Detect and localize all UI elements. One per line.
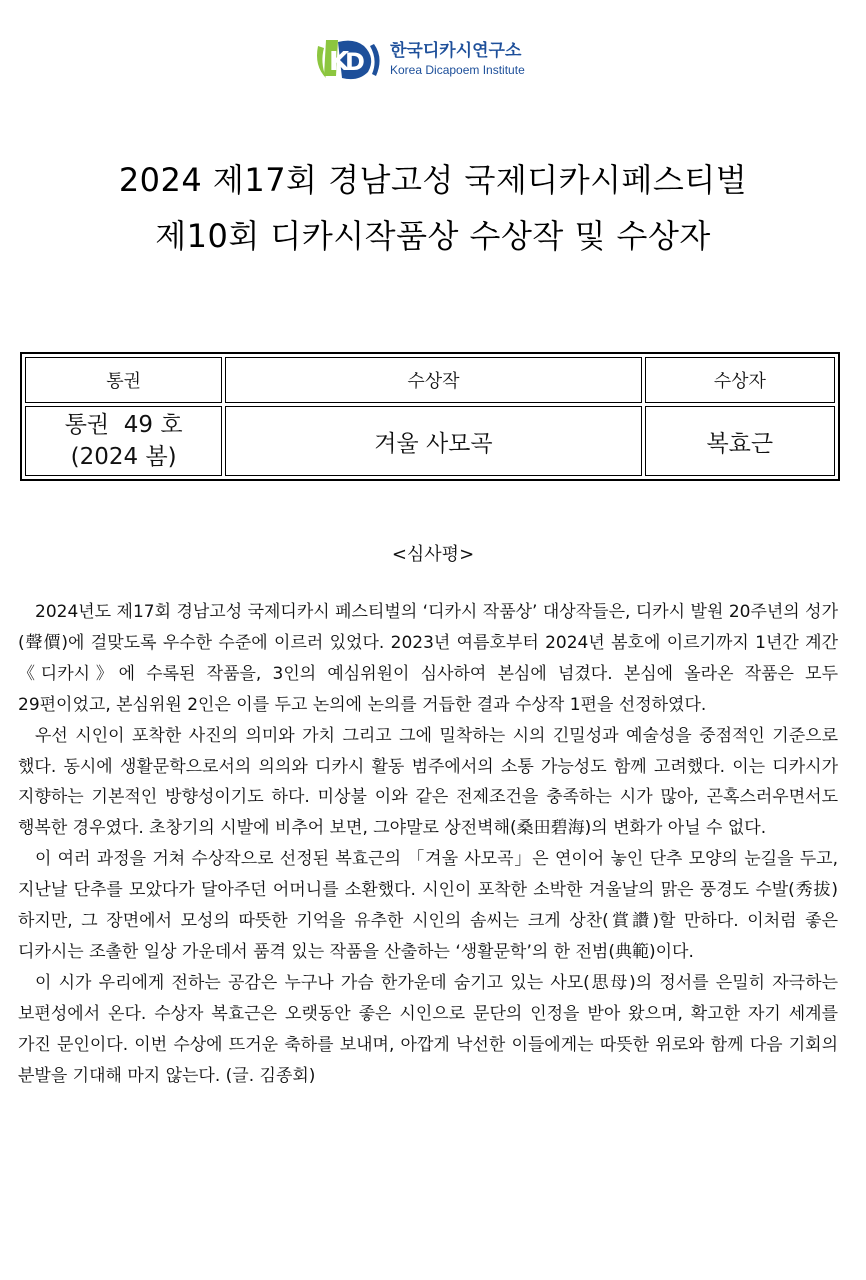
cell-work: 겨울 사모곡 [225,406,641,476]
review-paragraph-2: 우선 시인이 포착한 사진의 의미와 가치 그리고 그에 밀착하는 시의 긴밀성과 예술성을 중점적인 기준으로 했다. 동시에 생활문학으로서의 의의와 디카시 활동 범주에서의 소통 가능성도 함께 고려했다. 이는 디카시가 지향하는 기본적인 방향성이기도 하다. 미상불 이와 같은 전제조건을 충족하는 시가 많아, 곤혹스러우면서도 행복한 경우였다. 초창기의 시발에 비추어 보면, 그야말로 상전벽해(桑田碧海)의 변화가 아닐 수 없다. [18,725,838,839]
header-winner: 수상자 [645,357,835,403]
table-row [25,406,835,476]
review-heading: <심사평> [391,544,475,565]
award-table [20,352,840,481]
review-paragraph-4: 이 시가 우리에게 전하는 공감은 누구나 가슴 한가운데 숨기고 있는 사모(思母)의 정서를 은밀히 자극하는 보편성에서 온다. 수상자 복효근은 오랫동안 좋은 시인으로 문단의 인정을 받아 왔으며, 확고한 자기 세계를 가진 문인이다. 이번 수상에 뜨거운 축하를 보내며, 아깝게 낙선한 이들에게는 따뜻한 위로와 함께 다음 기회의 분발을 기대해 마지 않는다. (글. 김종회) [18,972,838,1086]
table-header-row [25,357,835,403]
cell-winner: 복효근 [645,406,835,476]
review-text [18,597,838,1092]
institute-logo [312,36,525,82]
review-paragraph-1: 2024년도 제17회 경남고성 국제디카시 페스티벌의 ‘디카시 작품상’ 대상작들은, 디카시 발원 20주년의 성가(聲價)에 걸맞도록 우수한 수준에 이르러 있었다. 2023년 여름호부터 2024년 봄호에 이르기까지 1년간 계간 《디카시》에 수록된 작품을, 3인의 예심위원이 심사하여 본심에 넘겼다. 본심에 올라온 작품은 모두 29편이었고, 본심위원 2인은 이를 두고 논의에 논의를 거듭한 결과 수상작 1편을 선정하였다. [18,602,838,715]
issue-season: (2024 봄) [70,444,177,470]
kd-logo-icon [312,36,386,82]
title-line-1: 2024 제17회 경남고성 국제디카시페스티벌 [118,161,748,199]
logo-name-korean: 한국디카시연구소 [390,40,522,61]
header-issue: 통권 [25,357,222,403]
title-line-2: 제10회 디카시작품상 수상작 및 수상자 [155,217,711,255]
cell-issue [25,406,222,476]
document-title [0,152,866,264]
logo-wordmark [390,40,525,77]
logo-letter-k: K [329,47,350,77]
logo-letter-d: D [345,48,365,76]
review-paragraph-3: 이 여러 과정을 거쳐 수상작으로 선정된 복효근의 「겨울 사모곡」은 연이어 놓인 단추 모양의 눈길을 두고, 지난날 단추를 모았다가 달아주던 어머니를 소환했다. 시인이 포착한 소박한 겨울날의 맑은 풍경도 수발(秀拔)하지만, 그 장면에서 모성의 따뜻한 기억을 유추한 시인의 솜씨는 크게 상찬(賞讚)할 만하다. 이처럼 좋은 디카시는 조촐한 일상 가운데서 품격 있는 작품을 산출하는 ‘생활문학’의 한 전범(典範)이다. [18,849,838,962]
logo-name-english: Korea Dicapoem Institute [390,62,525,77]
header-work: 수상작 [225,357,641,403]
issue-number: 통권 49 호 [64,412,183,438]
